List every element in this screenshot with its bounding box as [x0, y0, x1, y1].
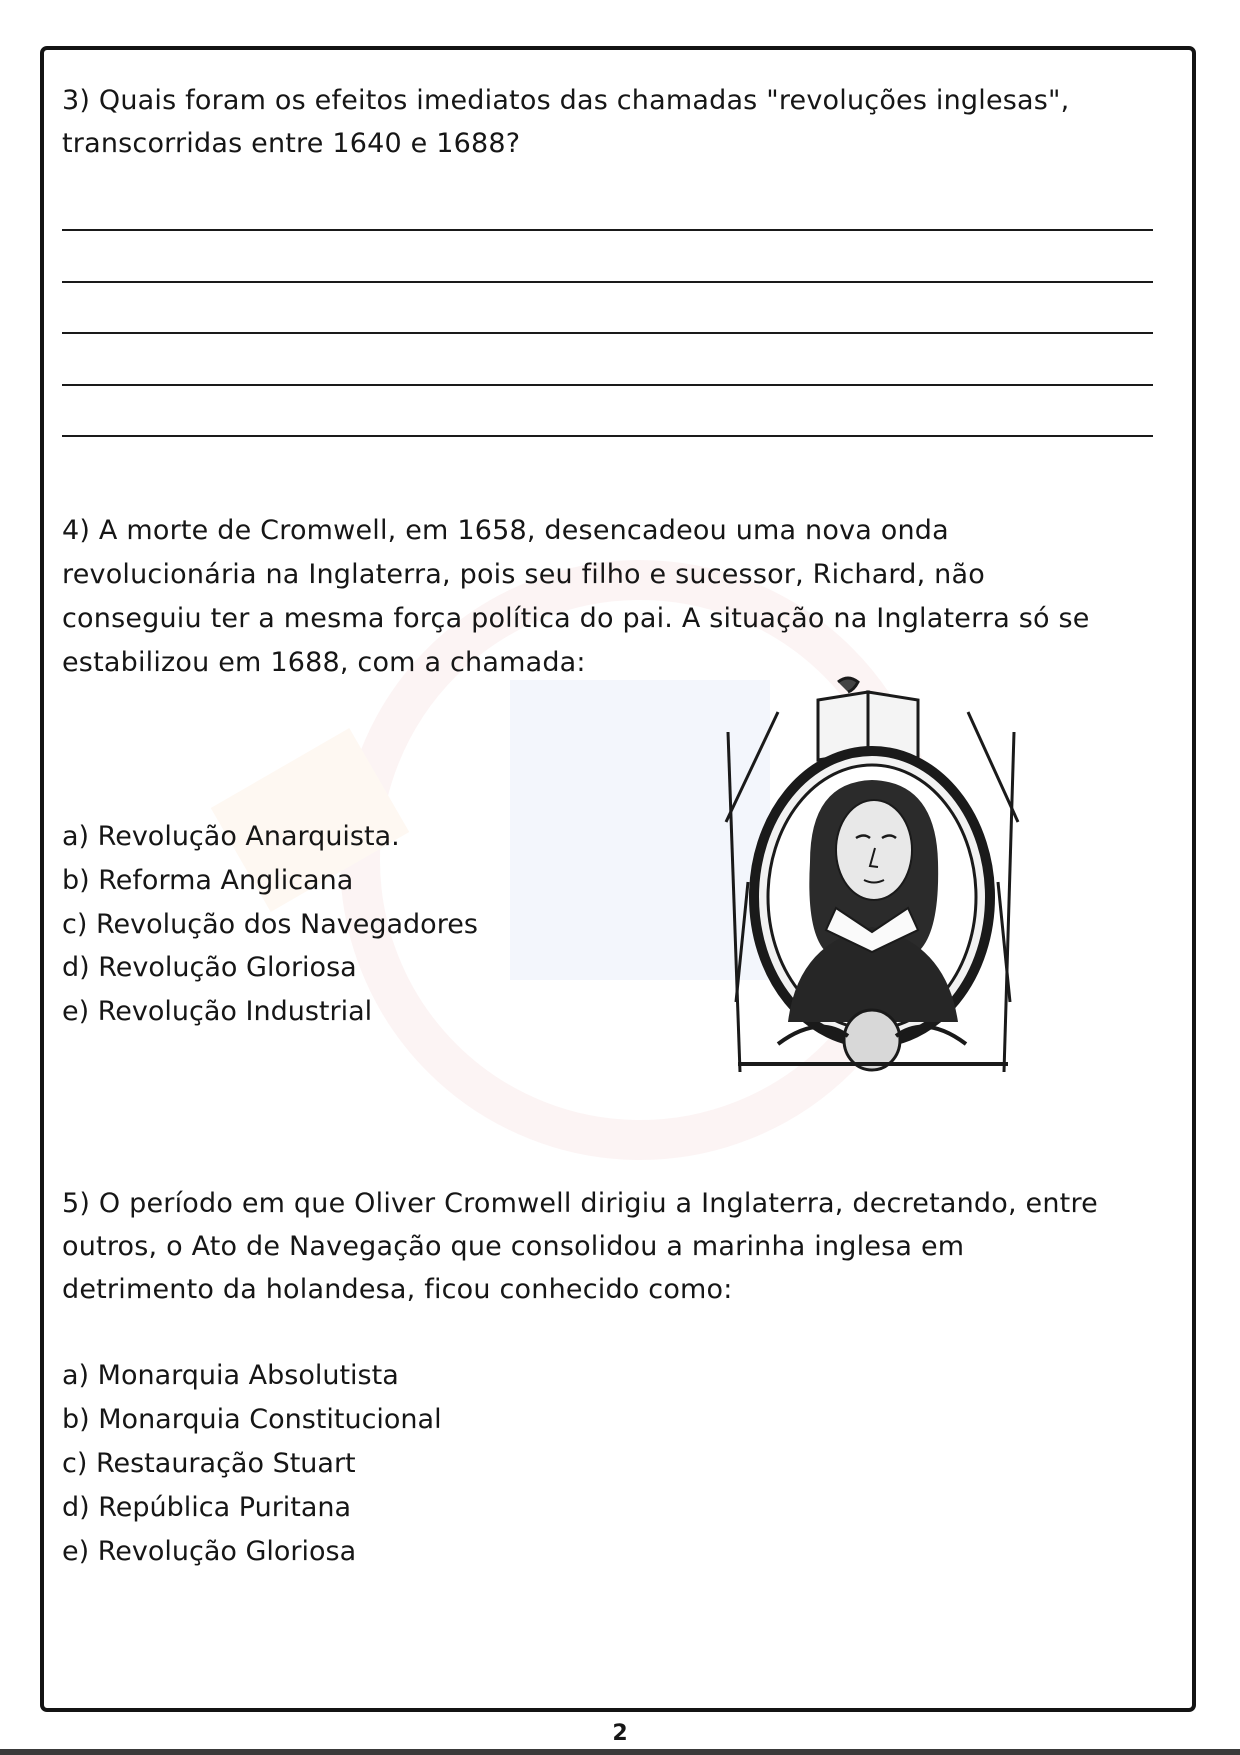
question-4-option-c[interactable]: c) Revolução dos Navegadores [62, 909, 478, 940]
answer-line-1[interactable] [62, 229, 1153, 231]
question-4-option-a[interactable]: a) Revolução Anarquista. [62, 821, 400, 852]
question-4-option-b[interactable]: b) Reforma Anglicana [62, 865, 354, 896]
question-4-option-e[interactable]: e) Revolução Industrial [62, 996, 373, 1027]
bottom-edge [0, 1749, 1240, 1755]
question-4-text-line-2: revolucionária na Inglaterra, pois seu filho e sucessor, Richard, não [62, 559, 985, 590]
question-5-option-e[interactable]: e) Revolução Gloriosa [62, 1536, 357, 1567]
question-5-text-line-1: 5) O período em que Oliver Cromwell dirigiu a Inglaterra, decretando, entre [62, 1188, 1098, 1219]
question-5-option-b[interactable]: b) Monarquia Constitucional [62, 1404, 442, 1435]
question-4-text-line-1: 4) A morte de Cromwell, em 1658, desencadeou uma nova onda [62, 515, 949, 546]
question-5-option-d[interactable]: d) República Puritana [62, 1492, 352, 1523]
question-3-text-line-1: 3) Quais foram os efeitos imediatos das chamadas "revoluções inglesas", [62, 85, 1070, 116]
question-4-text-line-3: conseguiu ter a mesma força política do pai. A situação na Inglaterra só se [62, 603, 1090, 634]
question-5-text-line-2: outros, o Ato de Navegação que consolidou a marinha inglesa em [62, 1231, 965, 1262]
question-4-option-d[interactable]: d) Revolução Gloriosa [62, 952, 357, 983]
question-3-text-line-2: transcorridas entre 1640 e 1688? [62, 128, 521, 159]
question-5-text-line-3: detrimento da holandesa, ficou conhecido como: [62, 1274, 733, 1305]
question-5-option-c[interactable]: c) Restauração Stuart [62, 1448, 356, 1479]
answer-line-3[interactable] [62, 332, 1153, 334]
answer-line-2[interactable] [62, 281, 1153, 283]
answer-line-4[interactable] [62, 384, 1153, 386]
cromwell-portrait-engraving [718, 672, 1026, 1086]
page-number: 2 [612, 1721, 628, 1746]
question-5-option-a[interactable]: a) Monarquia Absolutista [62, 1360, 399, 1391]
question-4-text-line-4: estabilizou em 1688, com a chamada: [62, 647, 586, 678]
answer-line-5[interactable] [62, 435, 1153, 437]
